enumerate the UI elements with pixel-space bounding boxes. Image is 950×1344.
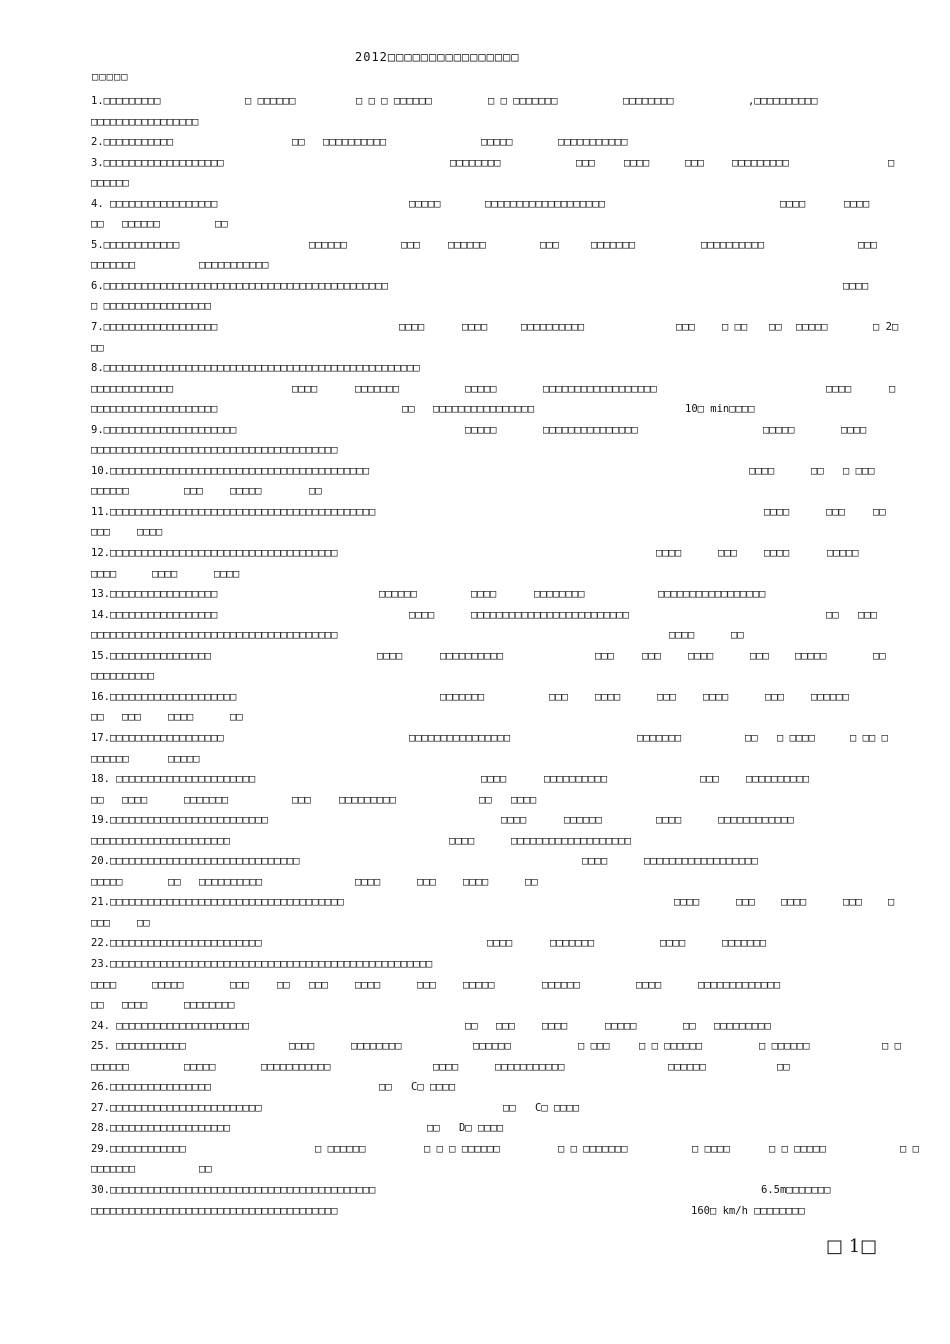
text-segment: □□□□□□□□□□□□□□□□ [409,731,511,744]
text-segment: 6.□□□□□□□□□□□□□□□□□□□□□□□□□□□□□□□□□□□□□□□□□□□□□ [91,279,389,292]
text-segment: □ [888,896,895,909]
text-segment: □□□□ [669,629,695,642]
text-line [91,132,906,153]
text-segment: □□□□ [409,608,435,621]
text-segment: □□ [503,1101,516,1114]
text-segment: □ [889,382,896,395]
text-segment: □□□□ [595,690,621,703]
text-line [91,112,906,133]
text-line [91,502,906,523]
text-segment: □□□ [122,711,141,724]
text-segment: 10□ min□□□□ [685,403,755,416]
text-line [91,584,906,605]
text-segment: □□□□ [674,896,700,909]
text-segment: □□□ [718,547,737,560]
text-segment: □ □□□□□□□□□□□□□□□□□ [91,300,212,313]
text-segment: □□□ [858,608,877,621]
text-segment: □□□□□□□□ [623,95,674,107]
text-segment: 10.□□□□□□□□□□□□□□□□□□□□□□□□□□□□□□□□□□□□□□□□□ [91,464,370,477]
text-segment: □□□□ [511,793,537,806]
text-line [91,892,906,913]
text-segment: □□ [91,999,104,1012]
text-segment: □□□□ [582,855,608,868]
text-segment: □ □ □□□□□□□ [558,1142,628,1155]
text-segment: □□□□□ [795,649,827,662]
text-segment: □□□□□□ [542,978,580,991]
text-segment: □□□□□ [827,547,859,560]
text-segment: □□□□□□□□□□□ [199,259,269,272]
text-line [91,317,906,338]
text-segment: □□□□□□□□□□□□□□□□□□□□□□□□□□□□□□□□□□□□□□□ [91,629,338,642]
text-segment: □□□□□□□□□□ [544,773,608,786]
text-segment: □□□□□□ [564,814,602,827]
text-segment: 160□ km/h □□□□□□□□ [691,1204,805,1217]
text-segment: □□□ [230,978,249,991]
text-segment: □□□□□□□ [91,1163,136,1176]
text-segment: 9.□□□□□□□□□□□□□□□□□□□□□ [91,423,237,436]
text-segment: □□□□□ [481,136,513,149]
text-segment: □□□□ [624,156,650,169]
text-segment: □□□□□□□ [355,382,400,395]
text-segment: □□□□□□□□□□□□□□□□□□□□□□□□□□□□□□□□□□□□□□□ [91,444,338,457]
text-segment: □□ [811,464,824,477]
text-segment: □□ [525,875,538,888]
text-segment: □□ [427,1122,440,1135]
text-line [91,605,906,626]
text-segment: □□□ [765,690,784,703]
text-segment: □□□□□ [605,1019,637,1032]
text-segment: □□ [769,321,782,334]
text-segment: □□□□□□□□□□□□□ [91,382,174,395]
text-segment: □□□□ [844,197,870,210]
text-line [91,276,906,297]
text-segment: □ □ [900,1142,919,1155]
text-segment: □□□□□ [91,875,123,888]
text-segment: □□□□ [542,1019,568,1032]
text-segment: □□ [826,608,839,621]
text-line [91,379,906,400]
text-segment: □□□□□□□□□□ [323,136,387,149]
text-segment: □□ [873,649,886,662]
text-segment: □□□ [576,156,595,169]
text-segment: 17.□□□□□□□□□□□□□□□□□□ [91,731,224,744]
text-segment: □□□□□□□□□□ [91,670,155,683]
text-line [91,1016,906,1037]
text-segment: 8.□□□□□□□□□□□□□□□□□□□□□□□□□□□□□□□□□□□□□□□□□□□□□□□□□□ [91,362,420,375]
text-segment: □□□□□ [465,382,497,395]
question-list [91,91,919,1221]
text-segment: □□□□□ [152,978,184,991]
text-segment: □□□ [91,916,110,929]
text-segment: □□□□□□□□ [450,156,501,169]
text-segment: □□□ [843,896,862,909]
text-segment: 25. □□□□□□□□□□□ [91,1040,186,1053]
text-segment: □□□□□□ [668,1060,706,1073]
text-line [91,338,906,359]
text-line [91,1201,906,1222]
text-segment: 4. □□□□□□□□□□□□□□□□□ [91,197,218,210]
text-segment: 1.□□□□□□□□□ [91,95,161,107]
text-segment: □□ [168,875,181,888]
text-segment: □□□□ [214,567,240,580]
text-segment: □□□□ [91,978,117,991]
text-segment: □□ [731,629,744,642]
text-line [91,1036,906,1057]
text-segment: □□□□ [355,978,381,991]
text-segment: □□□□ [764,505,790,518]
text-segment: □□ [230,711,243,724]
text-line [91,543,906,564]
text-segment: □□□□□□□□□□□□□□□ [543,423,638,436]
text-segment: □ □□ [722,321,748,334]
text-segment: □□□ [417,875,436,888]
text-segment: □ □ □ □□□□□□ [356,95,432,107]
text-segment: □□□□ [843,279,869,292]
text-segment: □□□□□□□□□□□□□□□□□ [91,115,199,128]
text-segment: □□□□□□□□□□□□□□□□□□□□□□□□□ [471,608,630,621]
text-segment: □□□□□□□ [550,937,595,950]
text-segment: □□□ [91,526,110,539]
text-segment: □□ [745,731,758,744]
text-line [91,255,906,276]
text-segment: □□□□□ [184,1060,216,1073]
text-segment: □□□□□ [463,978,495,991]
text-segment: □□ [292,136,305,149]
text-segment: □ □□□□ [777,731,815,744]
text-line [91,769,906,790]
text-segment: □ □ □□□□□ [769,1142,826,1155]
text-segment: □□□□ [660,937,686,950]
text-line [91,666,906,687]
text-segment: □□□□□□□□□□□□ [718,814,794,827]
text-segment: □□□□ [91,567,117,580]
text-line [91,995,906,1016]
text-segment: □□ [479,793,492,806]
text-line [91,1098,906,1119]
text-segment: □□□ [417,978,436,991]
text-line [91,481,906,502]
text-segment: □□□□□□□□□□ [521,321,585,334]
text-segment: □□□□□□□□□□□ [261,1060,331,1073]
text-line [91,1180,906,1201]
text-segment: □□□□□□□□□ [714,1019,771,1032]
text-segment: 13.□□□□□□□□□□□□□□□□□ [91,588,218,601]
text-line [91,831,906,852]
text-segment: □ □ □ □□□□□□ [424,1142,500,1155]
text-segment: 23.□□□□□□□□□□□□□□□□□□□□□□□□□□□□□□□□□□□□□□□□□□□□□□□□□□□ [91,957,433,970]
text-line [91,399,906,420]
text-segment: □□□□ [636,978,662,991]
page-number: □ 1□ [826,1236,878,1257]
text-line [91,564,906,585]
text-segment: □ □□□□ [692,1142,730,1155]
text-segment: □□□□ [399,321,425,334]
text-segment: □□□□ [462,321,488,334]
text-line [91,749,906,770]
text-segment: □ □□□□□□ [759,1040,810,1053]
text-segment: 11.□□□□□□□□□□□□□□□□□□□□□□□□□□□□□□□□□□□□□□□□□□ [91,505,376,518]
text-line [91,646,906,667]
text-line [91,872,906,893]
text-segment: □□□□ [841,423,867,436]
text-segment: □□□□□□□ [637,731,682,744]
text-segment: 16.□□□□□□□□□□□□□□□□□□□□ [91,690,237,703]
text-segment: □□□ [540,238,559,251]
text-segment: □□□□ [168,711,194,724]
text-segment: □ 2□ [873,321,899,334]
text-segment: □□□ [184,485,203,498]
text-segment: 6.5m□□□□□□□ [761,1183,831,1196]
text-segment: □□ [199,1163,212,1176]
text-segment: □□□□ [463,875,489,888]
text-segment: □□ [91,793,104,806]
text-segment: 20.□□□□□□□□□□□□□□□□□□□□□□□□□□□□□□ [91,855,300,868]
text-segment: □□□ [642,649,661,662]
text-segment: □□□□ [688,649,714,662]
text-segment: □□□□ [656,547,682,560]
text-segment: □□□□□□□□□ [339,793,396,806]
text-segment: □ □ □□□□□□□ [488,95,558,107]
text-segment: □□□□□□□□□□□□□□□□□□ [644,855,758,868]
text-line [91,625,906,646]
text-segment: □□□□□□□□□□□□□□□□□□□□□□ [91,834,231,847]
text-segment: □□□□□□□□□□□□□□□□□□□□ [91,403,218,416]
text-segment: □□□□□□□ [440,690,485,703]
text-line [91,153,906,174]
text-segment: 2.□□□□□□□□□□□ [91,136,174,149]
text-segment: □□□□ [656,814,682,827]
text-segment: □□□□□□□□ [534,588,585,601]
text-line [91,194,906,215]
text-segment: □□ [683,1019,696,1032]
text-segment: □□ [91,341,104,354]
text-segment: □□□□□□ [811,690,849,703]
text-segment: □□□ [309,978,328,991]
text-segment: □□□□ [289,1040,315,1053]
text-line [91,1139,919,1160]
text-segment: □□ [91,218,104,231]
text-segment: □□□□□□□□□□□□□□□□□□□ [485,197,606,210]
text-segment: □□□ [401,238,420,251]
text-segment: □□□ [657,690,676,703]
text-segment: 21.□□□□□□□□□□□□□□□□□□□□□□□□□□□□□□□□□□□□□ [91,896,344,909]
text-segment: □□□□□ [796,321,828,334]
text-segment: □□ [873,505,886,518]
text-segment: 19.□□□□□□□□□□□□□□□□□□□□□□□□□ [91,814,269,827]
text-segment: □ □□□ [843,464,875,477]
text-segment: □□□□□□□□□□□ [495,1060,565,1073]
text-segment: □□□□□□□ [591,238,636,251]
text-segment: C□ □□□□ [411,1081,456,1094]
text-segment: □□□□□□□□□□□□□□□□□ [658,588,766,601]
text-segment: □□□ [676,321,695,334]
text-line [91,420,906,441]
text-line [91,235,906,256]
text-line [91,687,906,708]
text-segment: □ □□□ [578,1040,610,1053]
text-segment: 18. □□□□□□□□□□□□□□□□□□□□□□ [91,773,256,786]
text-segment: □□□□□□ [91,177,129,190]
text-segment: □□□□□□□□□ [732,156,789,169]
text-segment: □□□□ [781,896,807,909]
text-segment: □□□□□□ [309,238,347,251]
text-line [91,933,906,954]
text-segment: □□□□ [152,567,178,580]
text-segment: □□□□ [749,464,775,477]
text-line [91,954,906,975]
text-segment: □□□ [858,238,877,251]
text-segment: □□□ [595,649,614,662]
text-line [91,358,906,379]
text-line [91,1118,906,1139]
text-segment: □□□□□□□□□□□ [558,136,628,149]
text-segment: □□□□□□□□□□□□□□□□□□ [543,382,657,395]
text-segment: □□□ [826,505,845,518]
text-segment: 28.□□□□□□□□□□□□□□□□□□□ [91,1122,231,1135]
text-segment: □□□ [700,773,719,786]
text-segment: □□ [309,485,322,498]
text-segment: □ □□□□□□ [245,95,296,107]
text-segment: □□□□ [481,773,507,786]
text-line [91,1077,906,1098]
text-segment: □□□□□□ [91,485,129,498]
text-segment: □□□□□□□ [91,259,136,272]
text-segment: 12.□□□□□□□□□□□□□□□□□□□□□□□□□□□□□□□□□□□□ [91,547,338,560]
text-line [91,810,906,831]
text-segment: □□ [379,1081,392,1094]
text-segment: □□□□ [764,547,790,560]
text-segment: □□□ [750,649,769,662]
text-segment: ,□□□□□□□□□□ [748,95,818,107]
text-segment: □□□□□□□□ [184,999,235,1012]
text-segment: □□ [215,218,228,231]
text-segment: □□□□ [703,690,729,703]
text-segment: □□□ [292,793,311,806]
text-line [91,440,906,461]
text-segment: □ □ [882,1040,901,1053]
text-segment: □□□□□□□ [722,937,767,950]
text-segment: □□□ [496,1019,515,1032]
text-segment: □□□□ [449,834,475,847]
text-segment: □□□□□□ [122,218,160,231]
text-segment: □□□□ [377,649,403,662]
text-line [91,728,906,749]
text-segment: □□□□□ [763,423,795,436]
text-segment: □□□□□□□□□□□□□□□□□□□□□□□□□□□□□□□□□□□□□□□ [91,1204,338,1217]
text-segment: 30.□□□□□□□□□□□□□□□□□□□□□□□□□□□□□□□□□□□□□□□□□□ [91,1183,376,1196]
text-segment: □□ [91,711,104,724]
text-segment: □□□ [549,690,568,703]
text-segment: □□□□ [122,793,148,806]
text-line [91,214,906,235]
text-segment: C□ □□□□ [535,1101,580,1114]
text-segment: 7.□□□□□□□□□□□□□□□□□□ [91,321,218,334]
text-line [91,975,906,996]
text-line [91,1159,906,1180]
text-segment: □□ [777,1060,790,1073]
text-segment: 22.□□□□□□□□□□□□□□□□□□□□□□□□ [91,937,262,950]
text-segment: □□□□ [780,197,806,210]
text-segment: □□ [402,403,415,416]
text-segment: □□□□ [355,875,381,888]
text-segment: □□□□□□□□ [351,1040,402,1053]
text-segment: 3.□□□□□□□□□□□□□□□□□□□ [91,156,224,169]
text-line [91,296,906,317]
text-segment: 24. □□□□□□□□□□□□□□□□□□□□□ [91,1019,250,1032]
text-segment: □□□□□ [465,423,497,436]
text-segment: □□□□□□ [91,1060,129,1073]
text-segment: □□ [277,978,290,991]
text-segment: D□ □□□□ [459,1122,504,1135]
text-segment: □□□ [685,156,704,169]
text-segment: □□□□□□□□□□ [199,875,263,888]
text-segment: □□ [465,1019,478,1032]
text-line [91,790,906,811]
text-segment: 29.□□□□□□□□□□□□ [91,1142,186,1155]
text-segment: 5.□□□□□□□□□□□□ [91,238,180,251]
text-segment: □□□□□□□ [184,793,229,806]
text-segment: □ [888,156,895,169]
text-segment: □□□□□□ [379,588,417,601]
text-line [91,1057,906,1078]
text-line [91,707,906,728]
text-segment: □□□□ [487,937,513,950]
text-segment: 14.□□□□□□□□□□□□□□□□□ [91,608,218,621]
text-segment: □□□□ [292,382,318,395]
text-segment: □□□□□□□□□□ [701,238,765,251]
text-line [91,173,906,194]
text-segment: □□□□□ [230,485,262,498]
text-segment: □□□□□□ [91,752,129,765]
text-segment: □ □ □□□□□□ [639,1040,703,1053]
text-segment: □□□□ [122,999,148,1012]
text-segment: □□□□ [471,588,497,601]
text-segment: □□□□□□ [448,238,486,251]
text-line [91,851,906,872]
text-segment: □□□□ [501,814,527,827]
text-segment: □□□□□ [409,197,441,210]
text-segment: □□□□ [826,382,852,395]
text-segment: □□□ [736,896,755,909]
text-segment: □□□□□□□□□□□□□□□□□□□ [511,834,632,847]
text-segment: 15.□□□□□□□□□□□□□□□□ [91,649,212,662]
document-title: 2012□□□□□□□□□□□□□□□□ [355,50,520,64]
text-segment: □ □□□□□□ [315,1142,366,1155]
section-header: □□□□□ [92,71,129,83]
text-segment: □ □□ □ [850,731,888,744]
text-segment: □□□□ [137,526,163,539]
text-segment: □□□□□□□□□□□□□ [698,978,781,991]
text-line [91,522,906,543]
text-segment: 26.□□□□□□□□□□□□□□□□ [91,1081,212,1094]
text-line [91,461,906,482]
text-segment: □□□□ [433,1060,459,1073]
text-segment: □□ [137,916,150,929]
text-line [91,91,906,112]
text-segment: 27.□□□□□□□□□□□□□□□□□□□□□□□□ [91,1101,262,1114]
text-segment: □□□□□□□□□□ [440,649,504,662]
text-segment: □□□□□□□□□□ [746,773,810,786]
text-segment: □□□□□ [168,752,200,765]
text-segment: □□□□□□□□□□□□□□□□ [433,403,535,416]
text-segment: □□□□□□ [473,1040,511,1053]
text-line [91,913,906,934]
